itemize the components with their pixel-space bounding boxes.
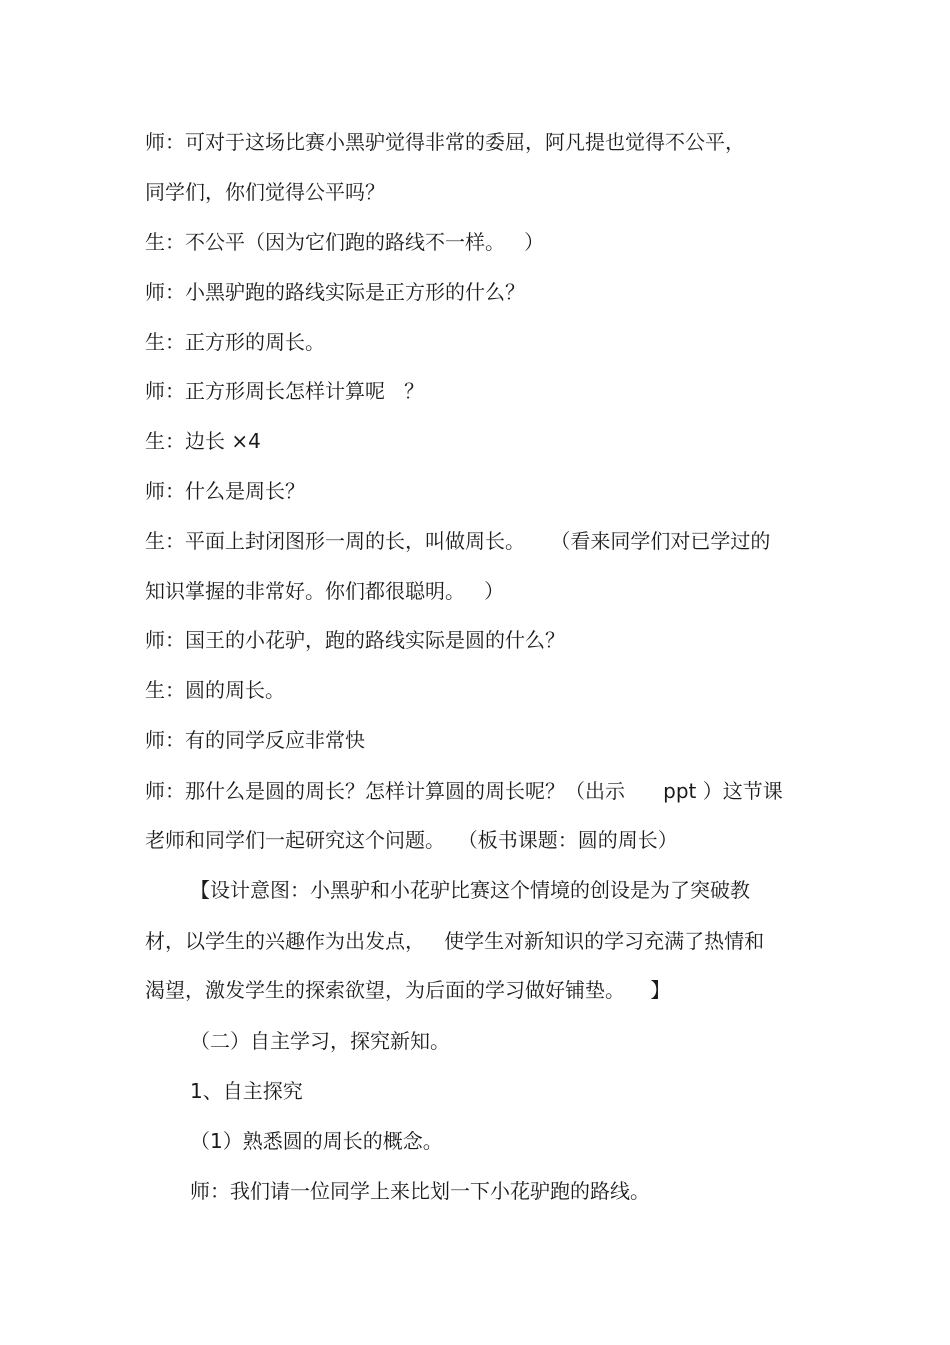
text-line: 同学们，你们觉得公平吗？ [145,180,385,204]
design-intent-text: 【设计意图：小黑驴和小花驴比赛这个情境的创设是为了突破教 [190,878,750,902]
subsection-heading: 1、自主探究 [190,1079,303,1103]
text-line: 生：正方形的周长。 [145,330,325,354]
text-line: 师：什么是周长？ [145,479,305,503]
text-line: 生：平面上封闭图形一周的长，叫做周长。 （看来同学们对已学过的 [145,529,771,553]
text-line: 老师和同学们一起研究这个问题。 （板书课题：圆的周长） [145,828,678,852]
text-line: 生：圆的周长。 [145,678,285,702]
subsection-heading: （1）熟悉圆的周长的概念。 [190,1129,443,1153]
design-intent-text: 材，以学生的兴趣作为出发点， 使学生对新知识的学习充满了热情和 [145,929,765,953]
text-line: 师：可对于这场比赛小黑驴觉得非常的委屈，阿凡提也觉得不公平， [145,130,745,154]
section-heading: （二）自主学习，探究新知。 [190,1029,450,1053]
text-line: 师：小黑驴跑的路线实际是正方形的什么？ [145,280,525,304]
text-line: 师：正方形周长怎样计算呢 ？ [145,379,425,403]
design-intent-text: 渴望，激发学生的探索欲望，为后面的学习做好铺垫。 】 [145,978,671,1002]
text-line: 师：那什么是圆的周长？怎样计算圆的周长呢？（出示 ppt ）这节课 [145,779,783,803]
text-line: 师：有的同学反应非常快 [145,728,365,752]
text-line: 知识掌握的非常好。你们都很聪明。 ） [145,579,505,603]
text-line: 生：不公平（因为它们跑的路线不一样。 ） [145,230,545,254]
text-line: 师：我们请一位同学上来比划一下小花驴跑的路线。 [190,1179,650,1203]
text-line: 师：国王的小花驴，跑的路线实际是圆的什么？ [145,628,565,652]
text-line: 生：边长 ×4 [145,429,261,453]
